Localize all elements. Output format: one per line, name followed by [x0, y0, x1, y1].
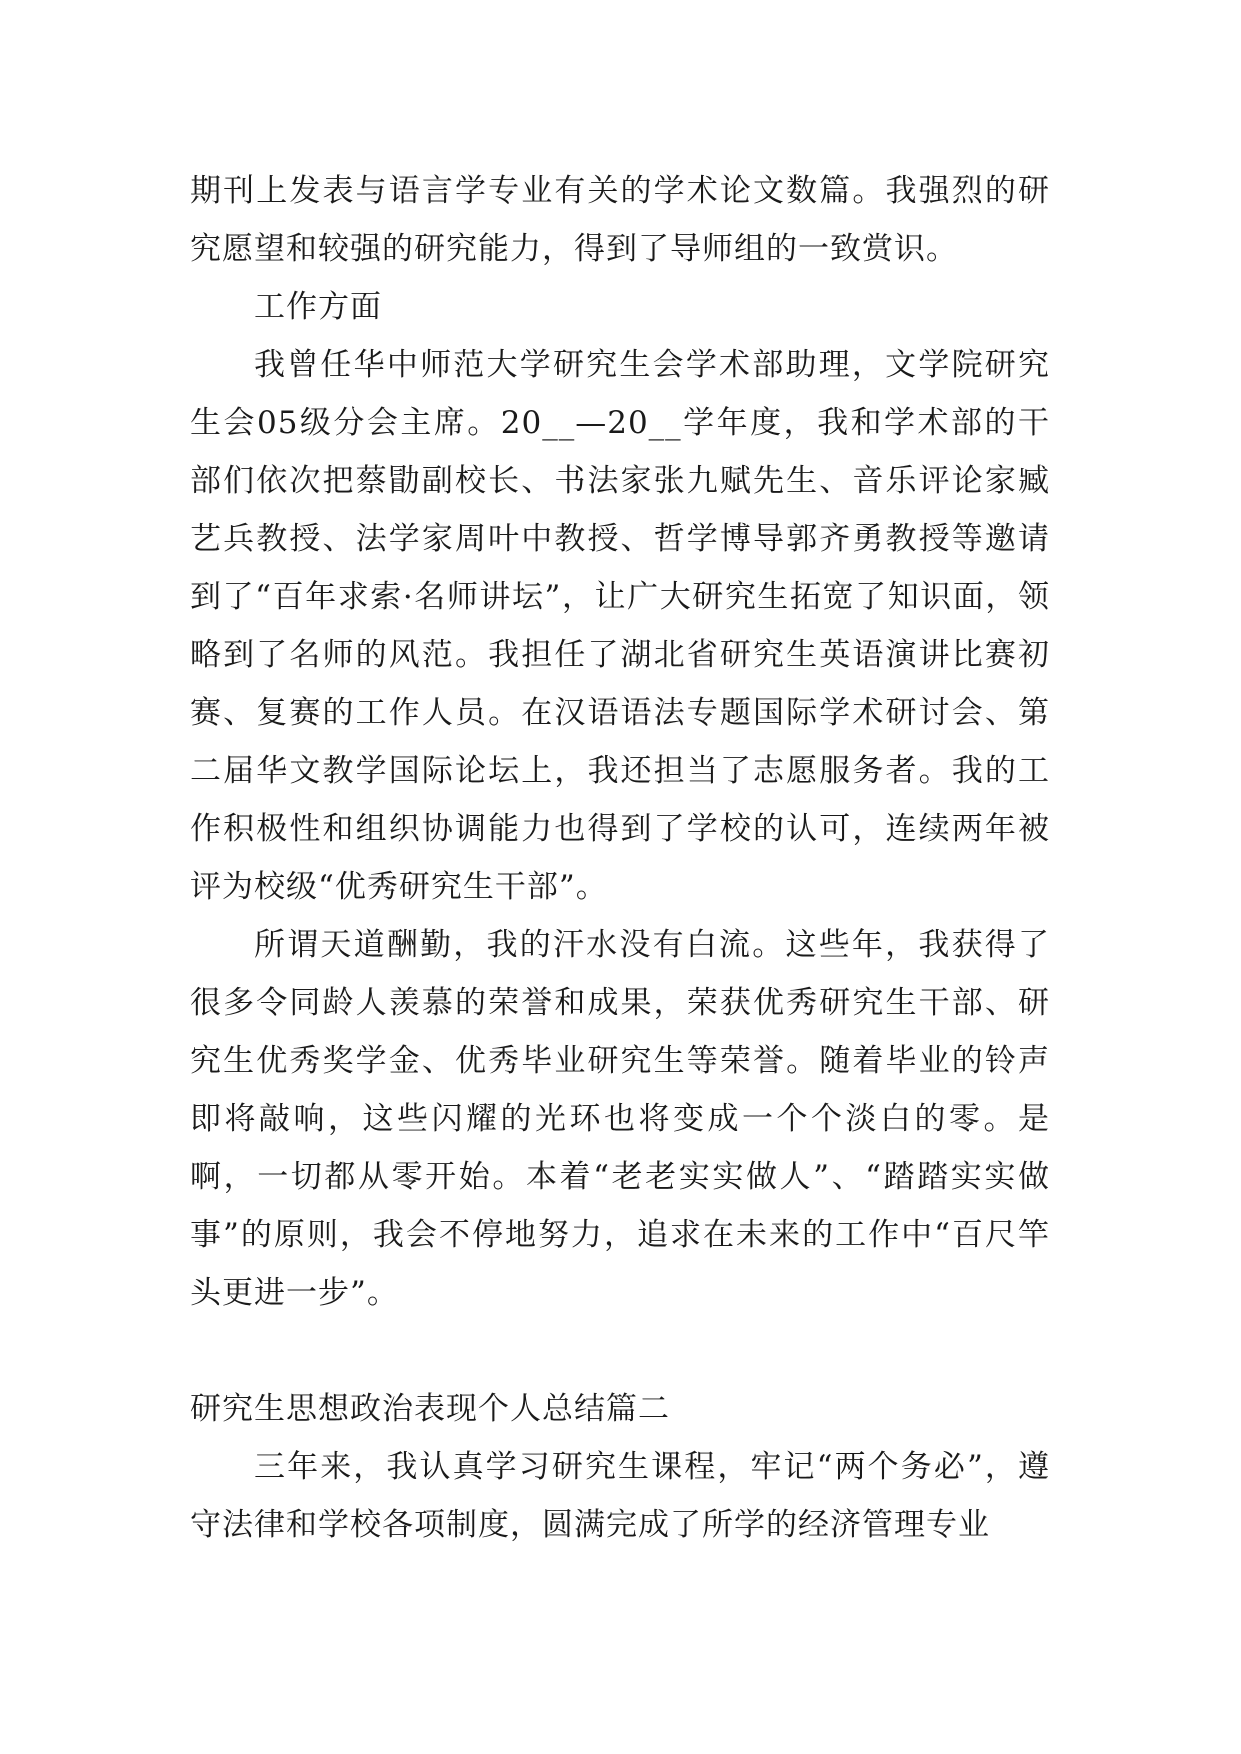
- document-body: [190, 162, 1050, 1554]
- paragraph-section-two: 三年来，我认真学习研究生课程，牢记“两个务必”，遵守法律和学校各项制度，圆满完成了所学的经济管理专业: [190, 1449, 1050, 1543]
- section-title: 研究生思想政治表现个人总结篇二: [190, 1391, 670, 1427]
- subheading-work: 工作方面: [254, 289, 382, 325]
- paragraph-achievements: 所谓天道酬勤，我的汗水没有白流。这些年，我获得了很多令同龄人羡慕的荣誉和成果，荣获优秀研究生干部、研究生优秀奖学金、优秀毕业研究生等荣誉。随着毕业的铃声即将敲响，这些闪耀的光环也将变成一个个淡白的零。是啊，一切都从零开始。本着“老老实实做人”、“踏踏实实做事”的原则，我会不停地努力，追求在未来的工作中“百尺竿头更进一步”。: [190, 927, 1050, 1311]
- paragraph-continuation: 期刊上发表与语言学专业有关的学术论文数篇。我强烈的研究愿望和较强的研究能力，得到了导师组的一致赏识。: [190, 173, 1050, 267]
- paragraph-work-experience: 我曾任华中师范大学研究生会学术部助理，文学院研究生会05级分会主席。20__—20__学年度，我和学术部的干部们依次把蔡勖副校长、书法家张九赋先生、音乐评论家臧艺兵教授、法学家周叶中教授、哲学博导郭齐勇教授等邀请到了“百年求索·名师讲坛”，让广大研究生拓宽了知识面，领略到了名师的风范。我担任了湖北省研究生英语演讲比赛初赛、复赛的工作人员。在汉语语法专题国际学术研讨会、第二届华文教学国际论坛上，我还担当了志愿服务者。我的工作积极性和组织协调能力也得到了学校的认可，连续两年被评为校级“优秀研究生干部”。: [190, 347, 1050, 905]
